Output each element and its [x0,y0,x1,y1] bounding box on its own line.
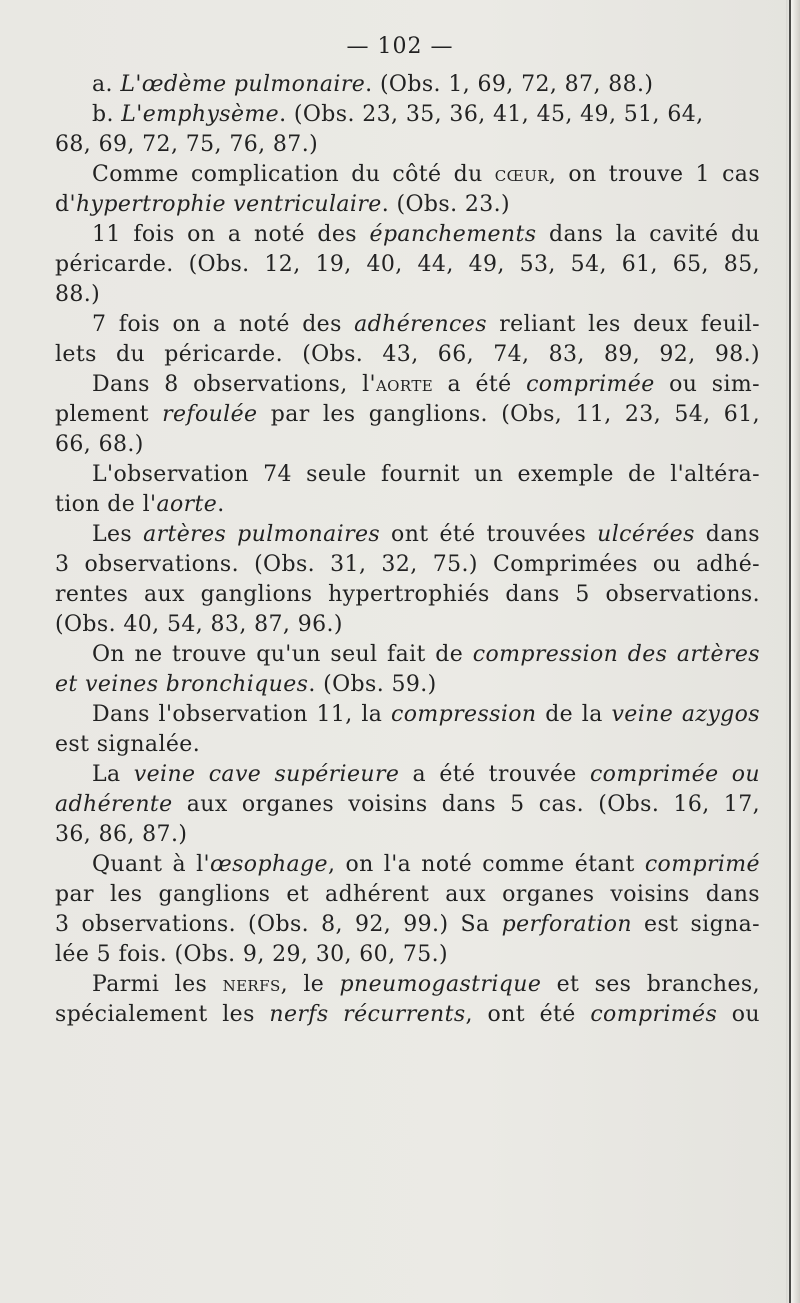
italic-text: L'emphysème [121,102,280,127]
italic-text: refoulée [162,402,258,427]
text-line [55,970,760,1000]
italic-text: comprimée ou [589,762,760,787]
text-segment: par les ganglions. (Obs, 11, 23, 54, 61, [257,402,760,427]
text-line [55,430,760,460]
text-segment: a été trouvée [399,762,590,787]
italic-text: L'œdème pulmonaire [120,72,366,97]
text-segment: spécialement les [55,1002,270,1027]
text-segment: péricarde. (Obs. 12, 19, 40, 44, 49, 53, 54, 61, 65, 85, [55,252,760,277]
text-segment: , le [280,972,340,997]
text-segment: Les [92,522,144,547]
italic-text: adhérences [354,312,487,337]
italic-text: ulcérées [597,522,695,547]
text-line [55,1000,760,1030]
text-segment: 88.) [55,282,101,307]
italic-text: adhérente [55,792,173,817]
text-segment: 11 fois on a noté des [92,222,370,247]
text-line [55,460,760,490]
text-line [55,670,760,700]
text-line [55,940,760,970]
text-segment: rentes aux ganglions hypertrophiés dans 5 observations. [55,582,760,607]
text-line [55,160,760,190]
text-segment: et ses branches, [541,972,760,997]
text-segment: reliant les deux feuil- [486,312,760,337]
text-segment: est signalée. [55,732,201,757]
text-segment: 36, 86, 87.) [55,822,188,847]
italic-text: et veines bronchiques [55,672,309,697]
text-line [55,730,760,760]
text-line [55,400,760,430]
text-line [55,280,760,310]
italic-text: épanchements [369,222,537,247]
text-segment: . [217,492,225,517]
text-segment: La [92,762,134,787]
text-segment: . (Obs. 23, 35, 36, 41, 45, 49, 51, 64, [279,102,704,127]
italic-text: pneumogastrique [339,972,542,997]
text-segment: Comme complication du côté du [92,162,495,187]
italic-text: hypertrophie ventriculaire [75,192,382,217]
text-line [55,100,760,130]
italic-text: nerfs récurrents [269,1002,466,1027]
text-line [55,910,760,940]
text-segment: aorte [375,372,434,397]
text-line [55,640,760,670]
text-segment: . (Obs. 1, 69, 72, 87, 88.) [365,72,654,97]
text-line [55,520,760,550]
text-segment: b. [92,102,122,127]
text-segment: ont été trouvées [380,522,598,547]
text-line [55,310,760,340]
italic-text: veine azygos [611,702,760,727]
text-segment: dans la cavité du [536,222,760,247]
italic-text: perforation [501,912,632,937]
text-line [55,700,760,730]
italic-text: comprimé [644,852,760,877]
text-segment: . (Obs. 59.) [308,672,437,697]
binding-line [789,0,791,1303]
page-number: — 102 — [346,34,454,59]
italic-text: compression [391,702,537,727]
text-segment: Dans 8 observations, l' [92,372,376,397]
text-segment: . (Obs. 23.) [381,192,511,217]
text-segment: cœur [494,162,549,187]
text-line [55,880,760,910]
text-segment: lée 5 fois. (Obs. 9, 29, 30, 60, 75.) [55,942,449,967]
italic-text: œsophage [209,852,328,877]
text-segment: 68, 69, 72, 75, 76, 87.) [55,132,319,157]
text-segment: Parmi les [92,972,223,997]
text-line [55,220,760,250]
text-segment: a été [433,372,527,397]
text-segment: tion de l' [55,492,157,517]
text-segment: a. [92,72,121,97]
text-segment: 66, 68.) [55,432,144,457]
italic-text: veine cave supérieure [133,762,400,787]
italic-text: aorte [156,492,218,517]
text-line [55,610,760,640]
text-line [55,550,760,580]
italic-text: comprimés [590,1002,718,1027]
text-segment: Dans l'observation 11, la [92,702,392,727]
text-segment: dans [694,522,760,547]
text-line [55,250,760,280]
text-segment: L'observation 74 seule fournit un exemple de l'altéra- [92,462,760,487]
text-segment: 7 fois on a noté des [92,312,355,337]
text-segment: lets du péricarde. (Obs. 43, 66, 74, 83, 89, 92, 98.) [55,342,760,367]
text-line [55,130,760,160]
text-segment: On ne trouve qu'un seul fait de [92,642,473,667]
text-line [55,820,760,850]
italic-text: compression des artères [472,642,760,667]
text-segment: , on l'a noté comme étant [327,852,645,877]
text-segment: , ont été [465,1002,591,1027]
italic-text: comprimée [526,372,655,397]
text-line [55,340,760,370]
text-line [55,850,760,880]
text-segment: ou sim- [654,372,760,397]
text-line [55,790,760,820]
text-segment: ou [717,1002,761,1027]
text-segment: 3 observations. (Obs. 8, 92, 99.) Sa [55,912,502,937]
text-segment: est signa- [631,912,760,937]
text-segment: par les ganglions et adhérent aux organes voisins dans [55,882,760,907]
text-line [55,370,760,400]
body-text [55,70,760,1030]
text-line [55,70,760,100]
text-segment: , on trouve 1 cas [548,162,761,187]
text-segment: de la [536,702,612,727]
text-segment: Quant à l' [92,852,210,877]
text-segment: nerfs [222,972,281,997]
text-segment: aux organes voisins dans 5 cas. (Obs. 16, 17, [172,792,760,817]
text-segment: (Obs. 40, 54, 83, 87, 96.) [55,612,343,637]
text-line [55,190,760,220]
text-line [55,760,760,790]
text-line [55,580,760,610]
text-segment: plement [55,402,163,427]
text-segment: 3 observations. (Obs. 31, 32, 75.) Comprimées ou adhé- [55,552,760,577]
italic-text: artères pulmonaires [143,522,381,547]
text-segment: d' [55,192,76,217]
text-line [55,490,760,520]
